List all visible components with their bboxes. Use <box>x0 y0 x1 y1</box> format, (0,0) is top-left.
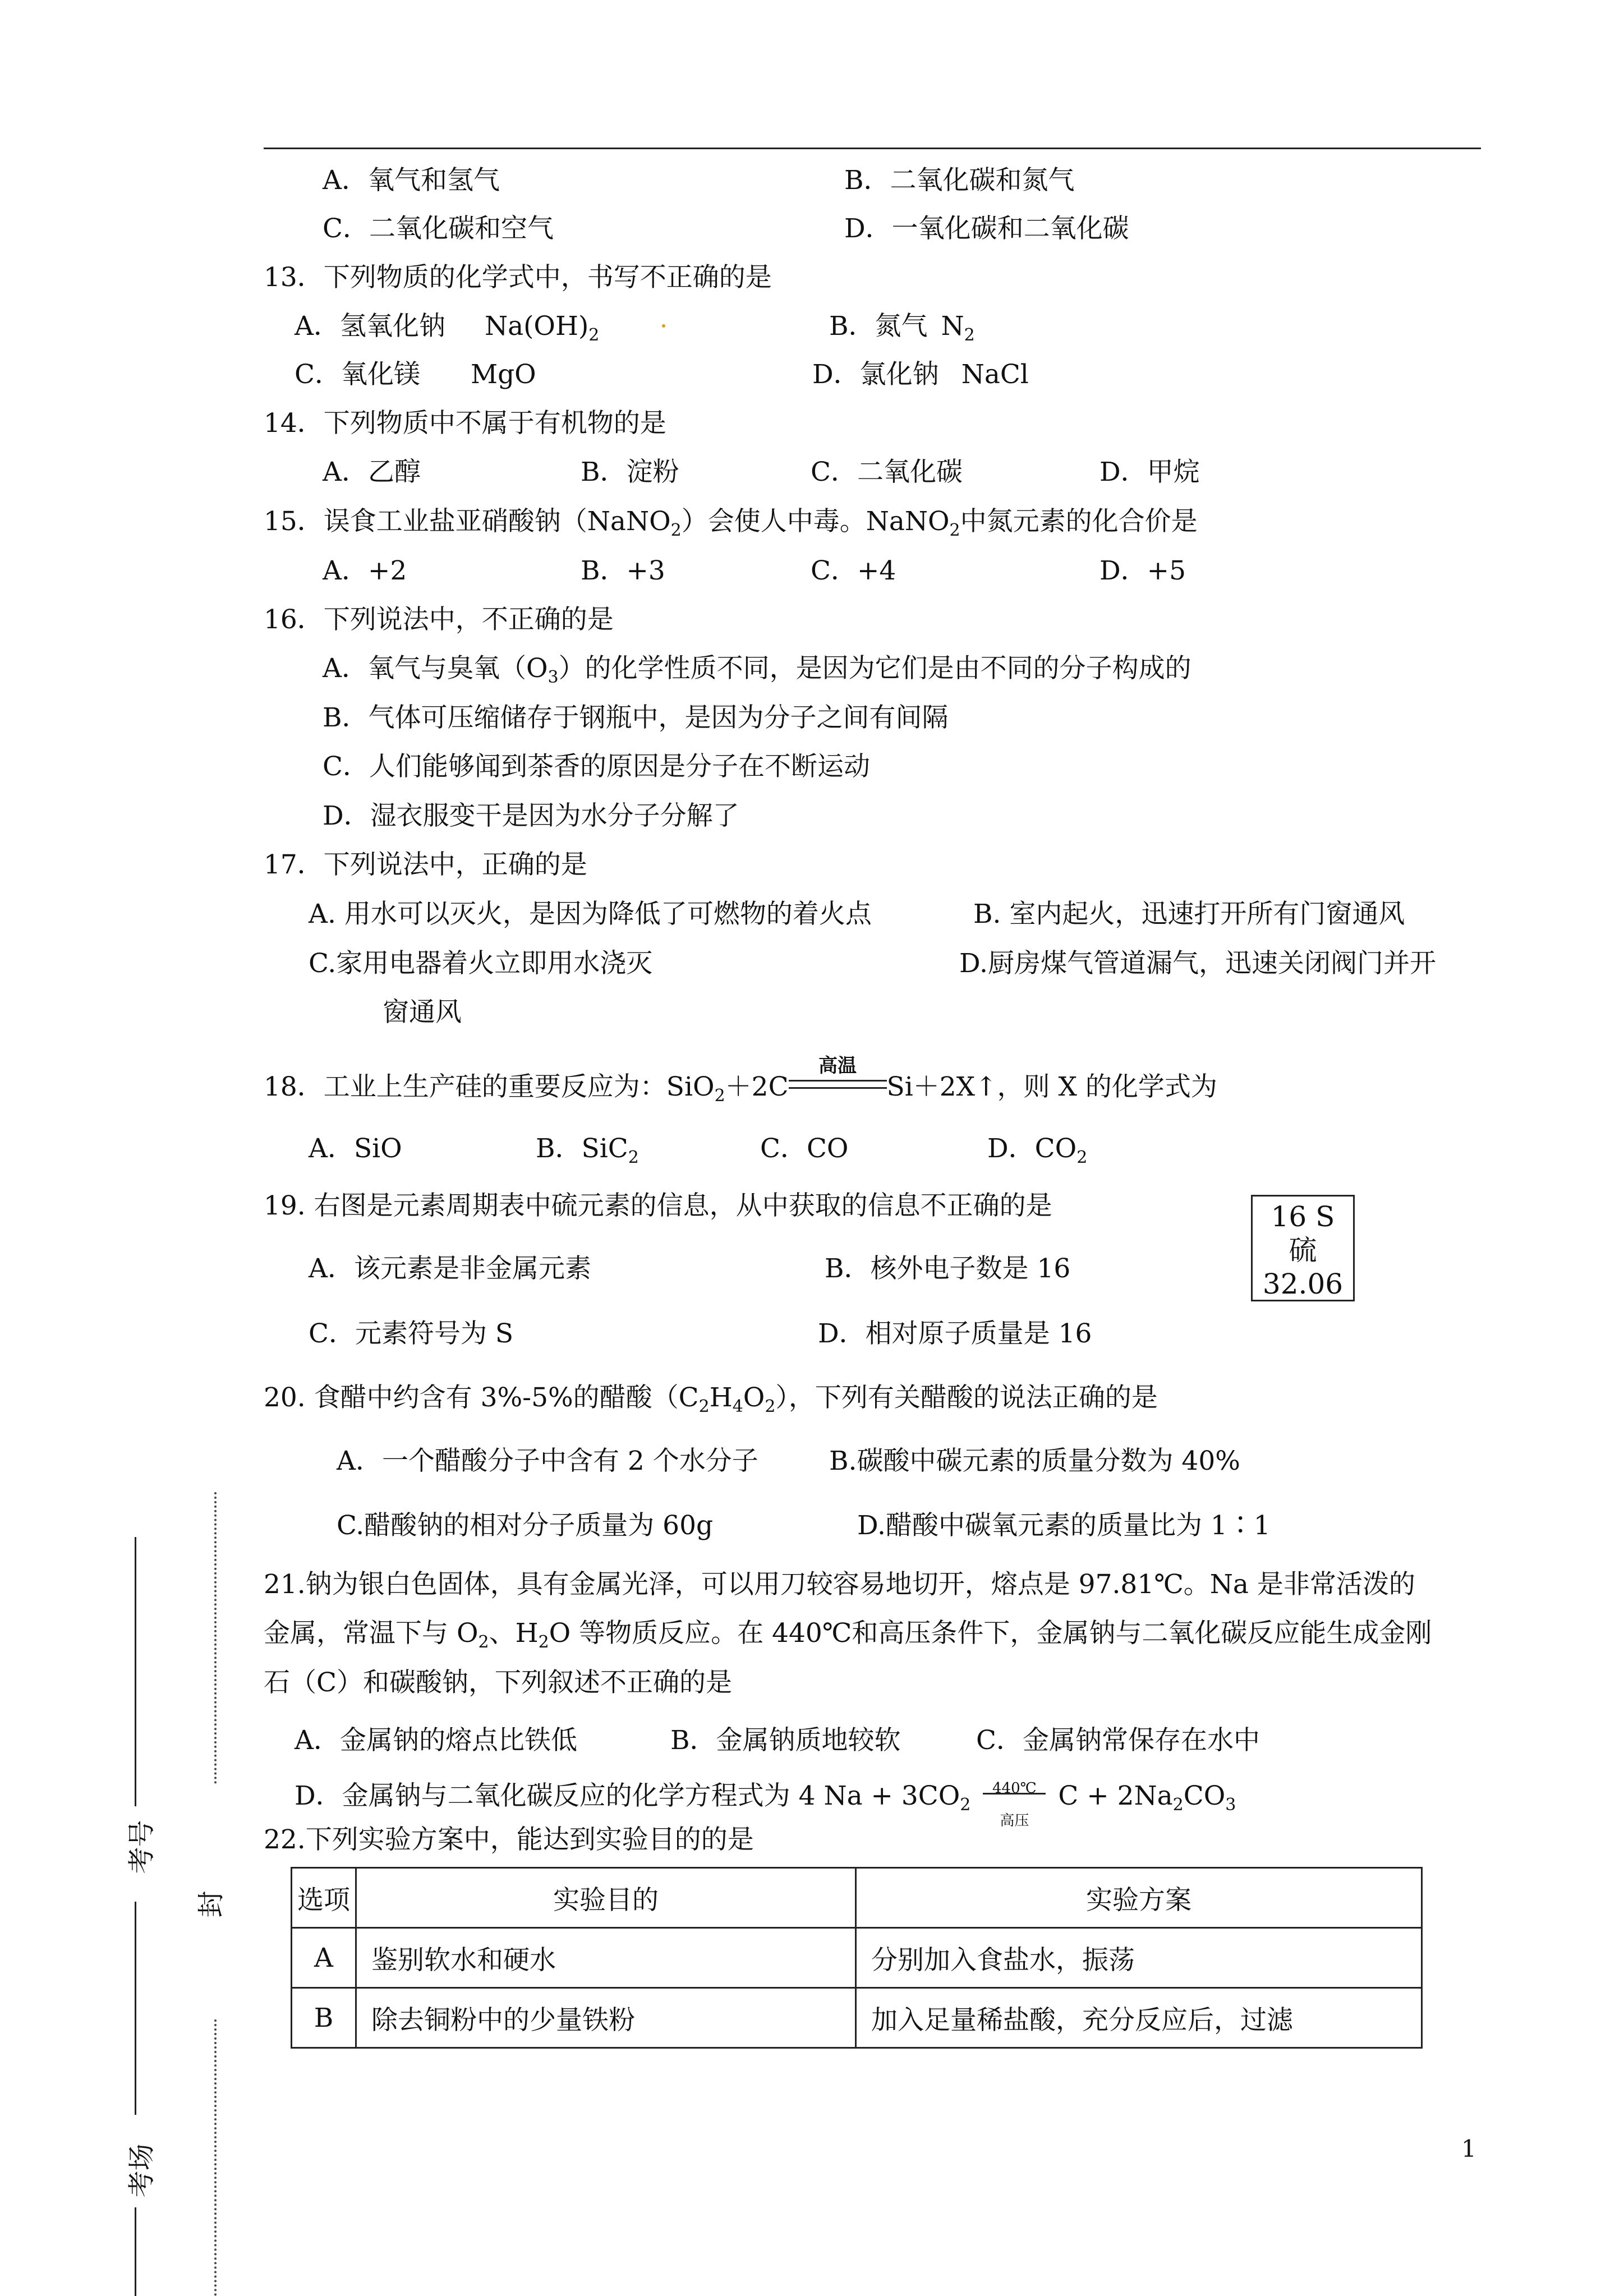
table-row <box>292 1928 1422 1988</box>
page-number: 1 <box>1461 2135 1476 2162</box>
q16-option-b: B．气体可压缩储存于钢瓶中，是因为分子之间有间隔 <box>323 702 949 733</box>
q20-option-b: B.碳酸中碳元素的质量分数为 40% <box>829 1446 1240 1476</box>
q13-option-a: A．氢氧化钠 $Na(OH)_2$ <box>295 311 600 345</box>
q21-line3: 石（C）和碳酸钠，下列叙述不正确的是 <box>264 1667 732 1698</box>
table-cell: 除去铜粉中的少量铁粉 <box>356 1988 856 2048</box>
q15-stem: 15．误食工业盐亚硝酸钠（NaNO$_2$）会使人中毒。NaNO$_2$中氮元素的化合价是 <box>264 506 1198 540</box>
table-cell: 分别加入食盐水，振荡 <box>856 1928 1422 1988</box>
q18-option-a: A．SiO <box>309 1133 402 1164</box>
table-header-cell: 选项 <box>292 1868 356 1928</box>
table-header-cell: 实验目的 <box>356 1868 856 1928</box>
header-rule <box>264 148 1481 149</box>
q18-stem: 18．工业上生产硅的重要反应为：SiO$_2$＋2C 高温 Si＋2X↑，则 X 的化学式为 <box>264 1055 1217 1106</box>
stray-dot <box>662 324 665 328</box>
reaction-condition: 高温 <box>789 1070 887 1104</box>
q16-stem: 16．下列说法中，不正确的是 <box>264 604 614 635</box>
table-cell: 加入足量稀盐酸，充分反应后，过滤 <box>856 1988 1422 2048</box>
table-row <box>292 1988 1422 2048</box>
q20-option-d: D.醋酸中碳氧元素的质量比为 1∶1 <box>857 1510 1271 1541</box>
q14-option-a: A．乙醇 <box>323 457 421 487</box>
q12-option-a: A．氧气和氢气 <box>323 165 500 196</box>
q13-stem: 13．下列物质的化学式中，书写不正确的是 <box>264 262 772 293</box>
q19-option-c: C．元素符号为 S <box>309 1318 514 1349</box>
table-cell: 鉴别软水和硬水 <box>356 1928 856 1988</box>
q14-option-b: B．淀粉 <box>581 457 679 487</box>
q17-option-d: D.厨房煤气管道漏气，迅速关闭阀门并开 <box>959 948 1436 979</box>
q17-option-c: C.家用电器着火立即用水浇灭 <box>309 948 653 979</box>
q21-option-c: C．金属钠常保存在水中 <box>976 1725 1260 1756</box>
q21-line1: 21.钠为银白色固体，具有金属光泽，可以用刀较容易地切开，熔点是 97.81℃。Na 是非常活泼的 <box>264 1569 1415 1600</box>
exam-no-write-line <box>135 1537 136 1806</box>
element-mass: 32.06 <box>1262 1268 1344 1300</box>
table-header-row <box>292 1868 1422 1928</box>
q18-option-d: D．$CO_2$ <box>987 1133 1088 1167</box>
exam-room-write-line-upper <box>135 1902 136 2115</box>
q13-option-d: D．氯化钠 NaCl <box>812 359 1029 390</box>
q12-option-c: C．二氧化碳和空气 <box>323 213 554 244</box>
sulfur-element-box <box>1251 1195 1355 1301</box>
q14-option-d: D．甲烷 <box>1099 457 1200 487</box>
q16-option-a: A．氧气与臭氧$(O_3)$的化学性质不同，是因为它们是由不同的分子构成的 <box>323 653 1191 687</box>
q15-option-c: C．+4 <box>811 555 896 586</box>
q16-option-c: C．人们能够闻到茶香的原因是分子在不断运动 <box>323 751 870 782</box>
q18-option-b: B．SiC$_2$ <box>536 1133 639 1167</box>
q22-stem: 22.下列实验方案中，能达到实验目的的是 <box>264 1824 754 1855</box>
q17-option-b: B. 室内起火，迅速打开所有门窗通风 <box>973 899 1405 930</box>
q21-option-d: D．金属钠与二氧化碳反应的化学方程式为 4 $Na + 3CO_2$ 440℃ 高压 $C + 2Na_2CO_3$ <box>295 1780 1236 1829</box>
q21-option-a: A．金属钠的熔点比铁低 <box>295 1725 577 1756</box>
seal-label: 封 <box>195 1890 227 1918</box>
element-name: 硫 <box>1289 1234 1317 1267</box>
q14-stem: 14．下列物质中不属于有机物的是 <box>264 408 666 439</box>
table-header-cell: 实验方案 <box>856 1868 1422 1928</box>
exam-no-label: 考号 <box>126 1820 158 1874</box>
q20-option-a: A．一个醋酸分子中含有 2 个水分子 <box>337 1446 758 1476</box>
q16-option-d: D．湿衣服变干是因为水分子分解了 <box>323 800 739 831</box>
q21-line2: 金属，常温下与 $O_2$、$H_2O$ 等物质反应。在 440℃和高压条件下，金属钠与二氧化碳反应能生成金刚 <box>264 1618 1432 1652</box>
seal-dotted-line-lower <box>214 2019 217 2296</box>
table-cell: A <box>292 1928 356 1988</box>
q20-stem: 20. 食醋中约含有 3%-5%的醋酸$(C_2H_4O_2)$，下列有关醋酸的说法正确的是 <box>264 1382 1158 1416</box>
table-cell: B <box>292 1988 356 2048</box>
q21-option-b: B．金属钠质地较软 <box>670 1725 901 1756</box>
q13-option-b: B．氮气 $N_2$ <box>829 311 975 345</box>
q19-stem: 19. 右图是元素周期表中硫元素的信息，从中获取的信息不正确的是 <box>264 1190 1052 1221</box>
q17-option-a: A. 用水可以灭火，是因为降低了可燃物的着火点 <box>309 899 872 930</box>
q14-option-c: C．二氧化碳 <box>811 457 963 487</box>
q18-option-c: C．CO <box>760 1133 849 1164</box>
element-number-symbol: 16 S <box>1271 1200 1335 1233</box>
experiment-table <box>291 1867 1423 2049</box>
seal-dotted-line-upper <box>214 1492 217 1784</box>
q17-option-d-cont: 窗通风 <box>383 997 462 1028</box>
exam-room-label: 考场 <box>126 2143 158 2198</box>
q12-option-d: D．一氧化碳和二氧化碳 <box>844 213 1129 244</box>
q20-option-c: C.醋酸钠的相对分子质量为 60g <box>337 1510 714 1541</box>
q15-option-b: B．+3 <box>581 555 665 586</box>
q19-option-d: D．相对原子质量是 16 <box>818 1318 1092 1349</box>
q19-option-a: A．该元素是非金属元素 <box>309 1253 591 1284</box>
q13-option-c: C．氧化镁 MgO <box>295 359 536 390</box>
q12-option-b: B．二氧化碳和氮气 <box>844 165 1075 196</box>
reaction-condition-440: 440℃ 高压 <box>981 1779 1048 1813</box>
q15-option-a: A．+2 <box>323 555 407 586</box>
q15-option-d: D．+5 <box>1099 555 1186 586</box>
q17-stem: 17．下列说法中，正确的是 <box>264 849 587 880</box>
exam-room-write-line-lower <box>135 2207 136 2296</box>
q19-option-b: B．核外电子数是 16 <box>825 1253 1071 1284</box>
